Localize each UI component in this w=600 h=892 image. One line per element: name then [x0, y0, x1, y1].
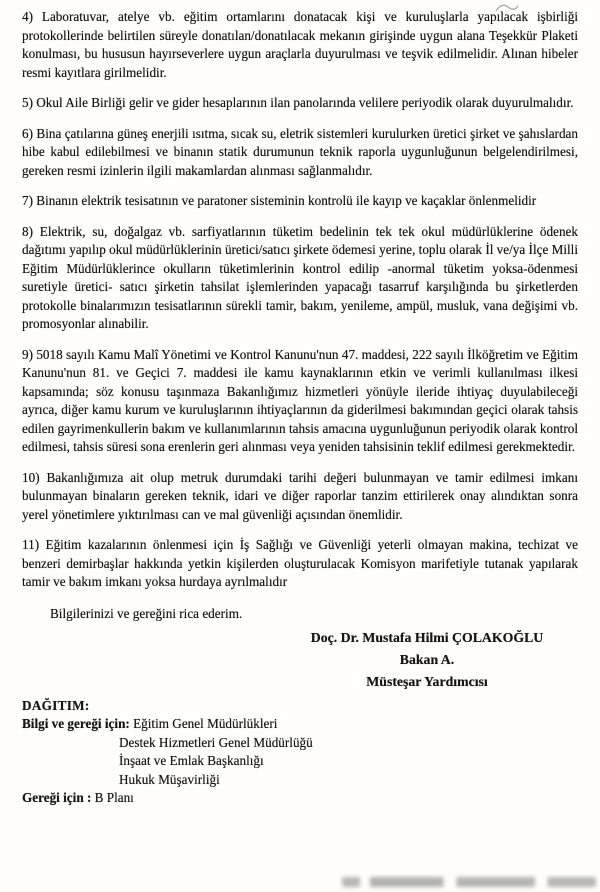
paragraph-9: 9) 5018 sayılı Kamu Malî Yönetimi ve Kontrol Kanunu'nun 47. maddesi, 222 sayılı İlköğretim ve Eğitim Kanunu'nun 81. ve Geçici 7. maddesi ile kamu kaynaklarının etkin ve verimli kullanılması ilkesi kapsamında; söz konusu taşınmaza Bakanlığımız hizmetleri yönüyle ileride ihtiyaç duyulabileceği ayrıca, diğer kamu kurum ve kuruluşlarının ihtiyaçlarının da giderilmesi bakımından geçici olarak tahsis edilen gayrimenkullerin bakım ve kullanımlarının tahsis amacına uygunluğunun periyodik olarak kontrol edilmesi, tahsis süresi sona erenlerin geri alınması veya yeniden tahsisinin teklif edilmesi gerekmektedir. [22, 346, 578, 454]
signatory-title1: Bakan A. [399, 651, 455, 667]
distribution-info-label: Bilgi ve gereği için: [22, 716, 130, 732]
paragraph-5: 5) Okul Aile Birliği gelir ve gider hesaplarının ilan panolarında velilere periyodik olarak duyurulmalıdır. [22, 95, 574, 110]
paragraph-11: 11) Eğitim kazalarının önlenmesi için İş Sağlığı ve Güvenliği yeterli olmayan makina, techizat ve benzeri demirbaşlar hakkında yetkin kişilerden oluşturulacak Komisyon marifetiyle tutanak yapılarak tamir ve bakım imkanı yoksa hurdaya ayrılmalıdır [22, 537, 578, 589]
distribution-action-label: Gereği için : [22, 790, 92, 806]
closing-line: Bilgilerinizi ve gereğini rica ederim. [50, 605, 243, 621]
distribution-heading: DAĞITIM: [22, 697, 90, 713]
distribution-info-item: İnşaat ve Emlak Başkanlığı [119, 753, 264, 769]
distribution-section [22, 697, 578, 809]
paragraph-7: 7) Binanın elektrik tesisatının ve paratoner sisteminin kontrolü ile kayıp ve kaçaklar önlenmelidir [22, 193, 537, 208]
paragraph-6: 6) Bina çatılarına güneş enerjili ısıtma, sıcak su, eletrik sistemleri kurulurken üretici şirket ve şahıslardan hibe kabul edilebilmesi ve binanın statik durumunun teknik raporla uygunluğunun belgelendirilmesi, gereken resmi izinlerin ilgili makamlardan alınması sağlanmalıdır. [22, 125, 578, 178]
signatory-name: Doç. Dr. Mustafa Hilmi ÇOLAKOĞLU [310, 629, 544, 645]
distribution-info-item: Destek Hizmetleri Genel Müdürlüğü [119, 734, 313, 750]
signatory-title2: Müsteşar Yardımcısı [366, 673, 488, 689]
distribution-info-row [22, 715, 578, 734]
distribution-info-item: Eğitim Genel Müdürlükleri [133, 716, 278, 732]
distribution-action-value: B Planı [94, 790, 134, 806]
paragraph-8: 8) Elektrik, su, doğalgaz vb. sarfiyatlarının tüketim bedelinin tek tek okul müdürlüklerine ödenek dağıtımı yapılıp okul müdürlüklerinin üretici/satıcı şirkete ödemesi yerine, toplu olarak İl ve/ya İlçe Milli Eğitim Müdürlüklerince okulların tüketimlerinin kontrol edilip -anormal tüketim yoksa-ödenmesi suretiyle üretici- satıcı şirketin tahsilat işlemlerinden yapacağı tasarruf karşılığında bu şirketlerden protokolle binalarımızın tesisatlarının sürekli tamir, bakım, yenileme, ampül, musluk, vana değişimi vb. promosyonlar alınabilir. [22, 223, 578, 331]
signature-block [282, 627, 572, 693]
scan-artifact-smudge [342, 877, 596, 887]
distribution-info-item: Hukuk Müşavirliği [119, 771, 220, 787]
paragraph-10: 10) Bakanlığımıza ait olup metruk durumdaki tarihi değeri bulunmayan ve tamir edilmesi imkanı bulunmayan binaların gereken teknik, idari ve diğer raporlar tanzim ettirilerek onay alındıktan sonra yerel yönetimlere yıktırılması can ve mal güvenliği açısından önemlidir. [22, 469, 578, 522]
scan-artifact-mark [494, 1, 520, 15]
distribution-action-row [22, 789, 578, 808]
paragraph-4: 4) Laboratuvar, atelye vb. eğitim ortamlarını donatacak kişi ve kuruluşlarla yapılacak işbirliği protokollerinde belirtilen süreyle donatılan/donatılacak mekanın girişinde uygun alana Teşekkür Plaketi konulması, bu hususun hayırseverlere uygun araçlarla duyurulması ve teşvik edilmelidir. Alınan hibeler resmi kayıtlara girilmelidir. [22, 9, 578, 80]
